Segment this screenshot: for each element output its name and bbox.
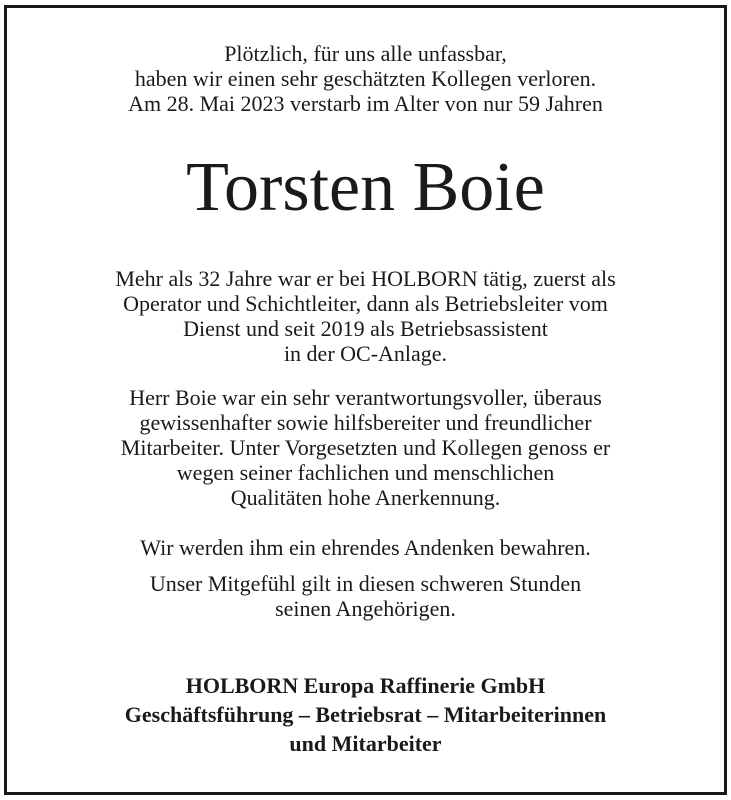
paragraph-line: gewissenhafter sowie hilfsbereiter und freundlicher — [139, 410, 592, 435]
remembrance-paragraph — [7, 535, 724, 560]
paragraph-line: Mehr als 32 Jahre war er bei HOLBORN tätig, zuerst als — [115, 266, 616, 291]
intro-line: Plötzlich, für uns alle unfassbar, — [224, 41, 507, 66]
intro-line: haben wir einen sehr geschätzten Kollegen verloren. — [134, 66, 597, 91]
signature-company: HOLBORN Europa Raffinerie GmbH — [185, 673, 546, 698]
obituary-content — [7, 8, 724, 792]
paragraph-line: wegen seiner fachlichen und menschlichen — [176, 460, 555, 485]
signature-departments-cont: und Mitarbeiter — [289, 731, 442, 756]
deceased-name: Torsten Boie — [186, 149, 545, 226]
career-paragraph — [7, 266, 724, 366]
intro-line: Am 28. Mai 2023 verstarb im Alter von nur 59 Jahren — [128, 91, 603, 116]
obituary-frame — [4, 5, 727, 795]
condolence-paragraph — [7, 571, 724, 621]
intro-text — [7, 41, 724, 116]
paragraph-line: seinen Angehörigen. — [275, 596, 456, 621]
paragraph-line: Herr Boie war ein sehr verantwortungsvoller, überaus — [129, 385, 602, 410]
paragraph-line: Unser Mitgefühl gilt in diesen schweren Stunden — [149, 571, 582, 596]
signature-block — [7, 671, 724, 758]
paragraph-line: in der OC-Anlage. — [283, 341, 448, 366]
paragraph-line: Wir werden ihm ein ehrendes Andenken bewahren. — [140, 535, 591, 560]
paragraph-line: Operator und Schichtleiter, dann als Betriebsleiter vom — [123, 291, 608, 316]
paragraph-line: Dienst und seit 2019 als Betriebsassistent — [183, 316, 548, 341]
character-paragraph — [7, 385, 724, 510]
paragraph-line: Mitarbeiter. Unter Vorgesetzten und Kollegen genoss er — [120, 435, 611, 460]
signature-departments: Geschäftsführung – Betriebsrat – Mitarbeiterinnen — [124, 702, 607, 727]
paragraph-line: Qualitäten hohe Anerkennung. — [230, 485, 501, 510]
